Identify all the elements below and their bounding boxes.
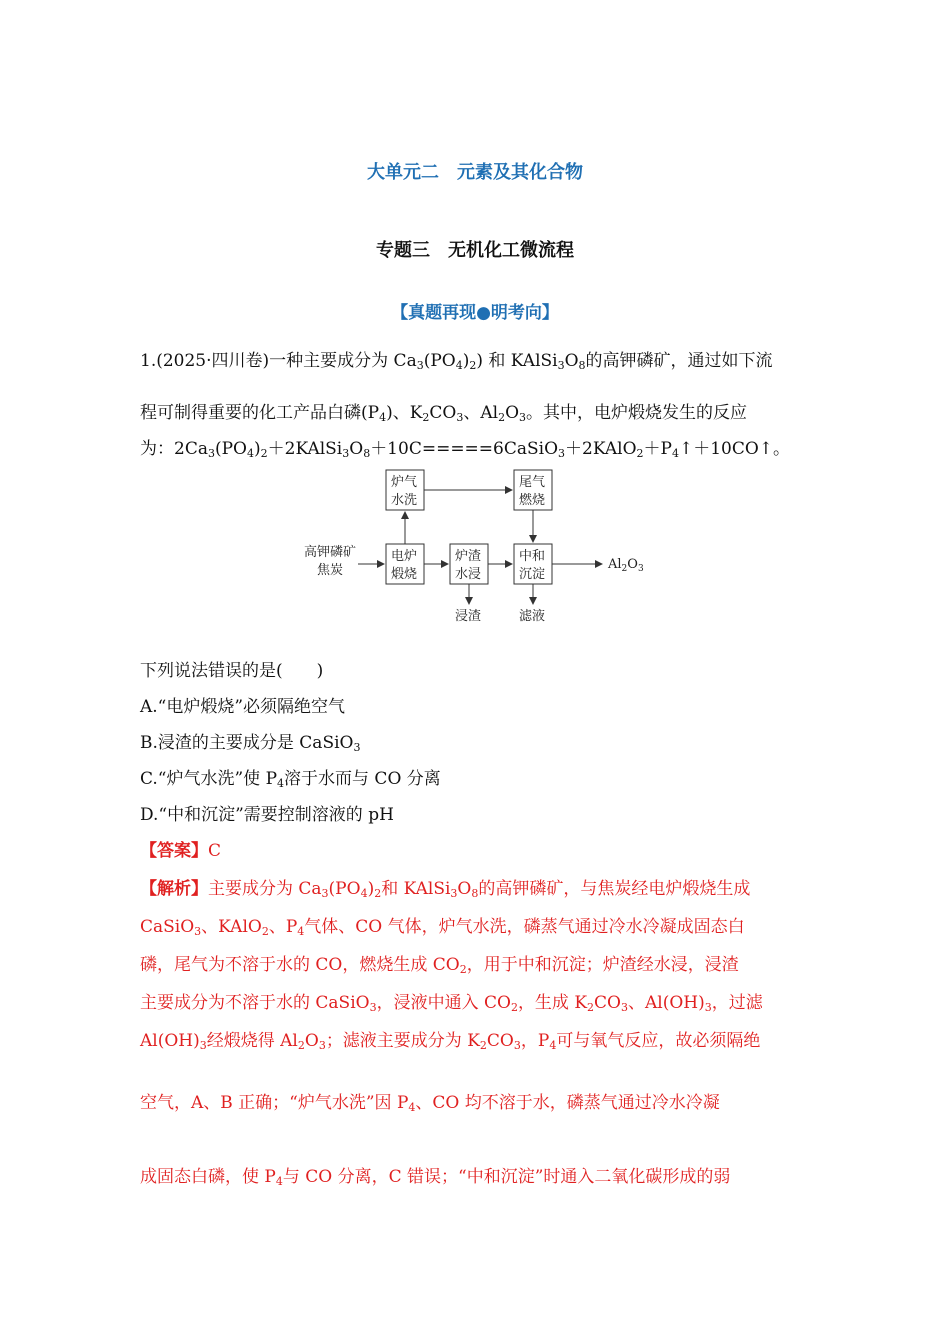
analysis-label: 【解析】 [140,879,208,899]
option-b: B.浸渣的主要成分是 CaSiO$_3$ [140,733,361,754]
svg-text:电炉: 电炉 [391,549,418,564]
svg-text:水浸: 水浸 [455,567,482,582]
flow-output-alumina: $Al_2O_3$ [608,557,644,574]
option-d: D.“中和沉淀”需要控制溶液的 pH [140,805,394,825]
analysis-line-1: 【解析】主要成分为 $Ca_3(PO_4)_2$和 $KAlSi_3O_8$的高钾磷矿，与焦炭经电炉煅烧生成 [140,879,751,900]
svg-text:燃烧: 燃烧 [519,493,546,508]
analysis-line-3: 磷，尾气为不溶于水的 CO，燃烧生成 $CO_2$，用于中和沉淀；炉渣经水浸，浸渣 [140,955,739,976]
svg-text:炉渣: 炉渣 [455,549,482,564]
analysis-line-7: 成固态白磷，使 $P_4$与 CO 分离，C 错误；“中和沉淀”时通入二氧化碳形成的弱 [140,1167,731,1188]
answer-line [140,836,221,861]
svg-text:中和: 中和 [519,549,546,564]
option-c: C.“炉气水洗”使 $P_4$溶于水而与 CO 分离 [140,769,441,790]
topic-title: 专题三 无机化工微流程 [376,240,574,261]
question-stem-line-1: 1.(2025·四川卷)一种主要成分为 $Ca_3(PO_4)_2$) 和 $KAlSi_3O_8$的高钾磷矿，通过如下流 [140,351,773,372]
question-number-source: 1.(2025·四川卷) [140,351,270,371]
option-a: A.“电炉煅烧”必须隔绝空气 [140,697,346,717]
flow-input-ore: 高钾磷矿 [304,545,357,560]
flow-input-coke: 焦炭 [317,563,344,578]
process-flowchart [290,462,670,627]
svg-text:沉淀: 沉淀 [519,567,546,582]
svg-text:炉气: 炉气 [391,475,418,490]
question-ask: 下列说法错误的是( ) [140,661,324,681]
analysis-line-4: 主要成分为不溶于水的 CaSiO$_3$，浸液中通入 $CO_2$，生成 $K_2CO_3$、$Al(OH)_3$，过滤 [140,993,763,1014]
svg-text:尾气: 尾气 [519,475,546,490]
section-tag: 【真题再现●明考向】 [391,303,559,323]
analysis-line-5: $Al(OH)_3$经煅烧得 $Al_2O_3$；滤液主要成分为 $K_2CO_3$，$P_4$可与氧气反应，故必须隔绝 [140,1031,761,1052]
flow-leach-residue: 浸渣 [455,609,482,624]
analysis-line-2: CaSiO$_3$、KAlO$_2$、$P_4$气体、CO 气体，炉气水洗，磷蒸气通过冷水冷凝成固态白 [140,917,745,938]
question-stem-line-2: 程可制得重要的化工产品白磷$(P_4)$、$K_2CO_3$、$Al_2O_3$。其中，电炉煅烧发生的反应 [140,403,748,424]
svg-text:水洗: 水洗 [391,493,418,508]
flow-filtrate: 滤液 [519,609,546,624]
svg-text:煅烧: 煅烧 [391,567,418,582]
unit-title: 大单元二 元素及其化合物 [367,162,583,183]
answer-label: 【答案】 [140,841,208,861]
question-stem-line-3: 为：$2Ca_3(PO_4)_2+2KAlSi_3O_8+10C=====6CaSiO_3+2KAlO_2+P_4↑+10CO↑$。 [140,439,791,460]
analysis-line-6: 空气，A、B 正确；“炉气水洗”因 $P_4$、CO 均不溶于水，磷蒸气通过冷水冷凝 [140,1093,720,1114]
answer-value: C [208,841,222,861]
